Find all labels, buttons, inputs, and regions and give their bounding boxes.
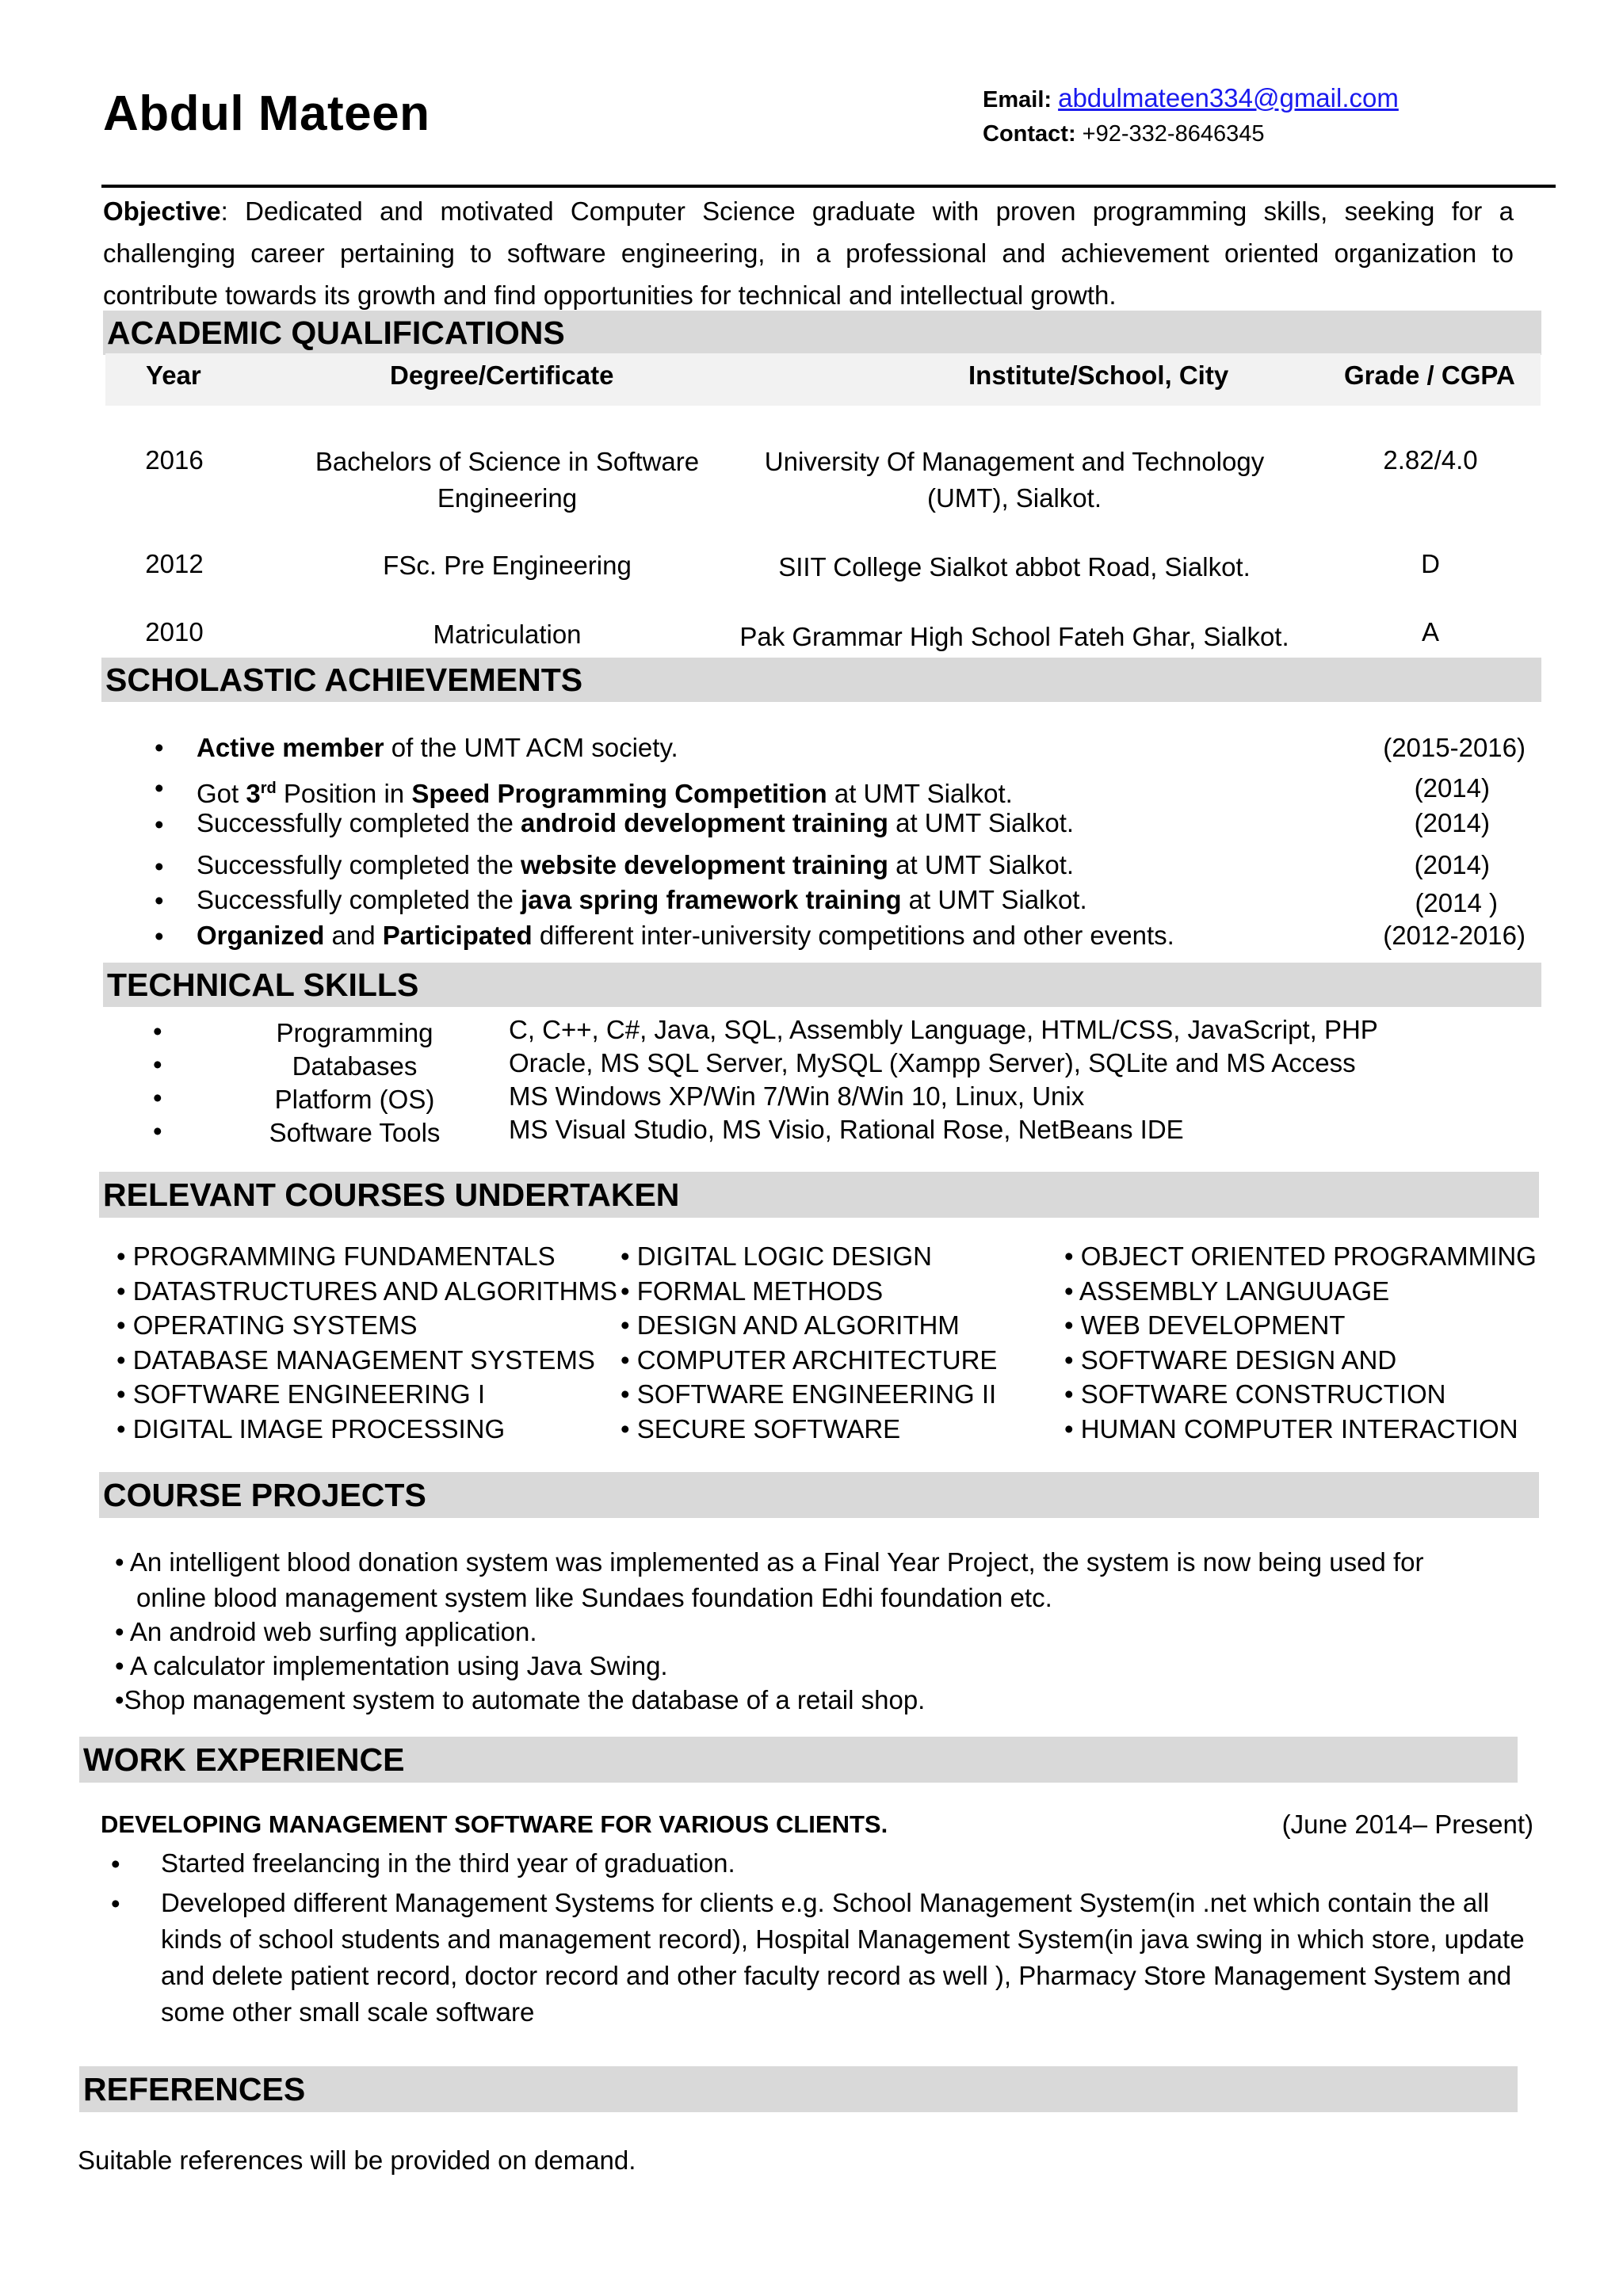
course-item: • SOFTWARE DESIGN AND [1064, 1344, 1397, 1375]
bullet: • [155, 810, 164, 839]
achievement-period: (2014) [1414, 850, 1490, 879]
objective-text: : Dedicated and motivated Computer Science graduate with proven programming skills, seeking for a challenging career pertaining to software engineering, in a professional and achievement oriented organization to contribute towards its growth and find opportunities for technical and intellectual growth. [103, 196, 1514, 310]
bullet: • [153, 1083, 162, 1112]
course-item: • ASSEMBLY LANGUUAGE [1064, 1276, 1390, 1306]
bullet: • [155, 773, 164, 803]
achievement-bold: Active member [197, 733, 384, 762]
row-year: 2012 [145, 549, 204, 578]
skill-value: C, C++, C#, Java, SQL, Assembly Language, HTML/CSS, JavaScript, PHP [509, 1015, 1378, 1044]
bullet: • [153, 1016, 162, 1046]
row-year: 2010 [145, 617, 204, 646]
skills-section-bar [103, 963, 1541, 1007]
contact-line [983, 121, 1264, 147]
work-role: DEVELOPING MANAGEMENT SOFTWARE FOR VARIOUS CLIENTS. [101, 1810, 888, 1838]
row-degree: Matriculation [433, 620, 582, 649]
scholastic-section-bar [101, 658, 1541, 702]
courses-column-2 [621, 1241, 997, 1448]
scholastic-section-title: SCHOLASTIC ACHIEVEMENTS [105, 662, 583, 698]
work-bullet: Developed different Management Systems for clients e.g. School Management System(in .net which contain the all kinds of school students and management record), Hospital Management System(in java swing in which store, update and delete patient record, doctor record and other faculty record as well ), Pharmacy Store Management System and some other small scale software [161, 1888, 1525, 2027]
academic-section-title: ACADEMIC QUALIFICATIONS [107, 315, 565, 351]
achievement-item [197, 772, 1013, 810]
achievement-text: Position in [276, 779, 412, 808]
row-institute: SIIT College Sialkot abbot Road, Sialkot. [778, 552, 1251, 582]
achievement-text: and [324, 921, 383, 950]
header-divider [101, 185, 1556, 188]
achievement-period: (2014 ) [1415, 888, 1498, 917]
achievement-text: Got [197, 779, 246, 808]
skill-category: Databases [292, 1051, 418, 1081]
achievement-period: (2015-2016) [1383, 733, 1526, 762]
course-item: • COMPUTER ARCHITECTURE [621, 1344, 998, 1375]
bullet: • [111, 1849, 120, 1878]
header-year: Year [146, 360, 201, 390]
achievement-period: (2014) [1414, 773, 1490, 803]
course-item: • HUMAN COMPUTER INTERACTION [1064, 1413, 1518, 1444]
bullet: • [155, 852, 164, 881]
achievement-text: at UMT Sialkot. [901, 885, 1087, 914]
courses-section-title: RELEVANT COURSES UNDERTAKEN [103, 1177, 680, 1213]
work-bullet: Started freelancing in the third year of graduation. [161, 1848, 735, 1878]
candidate-name: Abdul Mateen [103, 86, 430, 141]
bullet: • [153, 1116, 162, 1146]
work-section-title: WORK EXPERIENCE [83, 1741, 405, 1778]
achievement-text: Successfully completed the [197, 850, 521, 879]
row-institute: Pak Grammar High School Fateh Ghar, Sialkot. [739, 622, 1289, 651]
courses-column-1 [116, 1241, 617, 1448]
project-item: •Shop management system to automate the database of a retail shop. [115, 1685, 926, 1714]
skill-value: MS Visual Studio, MS Visio, Rational Rose, NetBeans IDE [509, 1115, 1184, 1144]
references-text: Suitable references will be provided on demand. [78, 2145, 636, 2175]
achievement-text: of the UMT ACM society. [384, 733, 678, 762]
achievement-text: at UMT Sialkot. [888, 808, 1075, 837]
academic-section-bar [103, 311, 1541, 355]
project-item: • An intelligent blood donation system was implemented as a Final Year Project, the system is now being used for [115, 1547, 1424, 1577]
bullet: • [155, 921, 164, 951]
project-item: • An android web surfing application. [115, 1617, 537, 1646]
course-item: • OBJECT ORIENTED PROGRAMMING [1064, 1241, 1537, 1271]
ordinal-suffix: rd [260, 780, 277, 797]
achievement-item [197, 884, 1087, 916]
course-item: • SOFTWARE ENGINEERING I [116, 1379, 486, 1409]
course-item: • SOFTWARE CONSTRUCTION [1064, 1379, 1446, 1409]
row-year: 2016 [145, 445, 204, 475]
achievement-bold: website development training [521, 850, 888, 879]
bullet: • [155, 733, 164, 762]
work-section-bar [79, 1737, 1518, 1783]
project-item-continuation: online blood management system like Sundaes foundation Edhi foundation etc. [136, 1583, 1052, 1612]
bullet: • [111, 1889, 120, 1918]
course-item: • DIGITAL LOGIC DESIGN [621, 1241, 932, 1271]
course-item: • FORMAL METHODS [621, 1276, 884, 1306]
projects-section-bar [99, 1472, 1539, 1518]
achievement-item [197, 849, 1074, 881]
objective-paragraph [103, 190, 1514, 316]
references-section-bar [79, 2066, 1518, 2112]
row-institute: University Of Management and Technology (UMT), Sialkot. [764, 447, 1265, 513]
skill-value: MS Windows XP/Win 7/Win 8/Win 10, Linux, Unix [509, 1081, 1085, 1111]
projects-section-title: COURSE PROJECTS [103, 1477, 426, 1513]
achievement-bold: android development training [521, 808, 888, 837]
header-grade: Grade / CGPA [1344, 360, 1515, 390]
email-label: Email: [983, 87, 1052, 113]
objective-label: Objective [103, 196, 221, 226]
achievement-period: (2014) [1414, 808, 1490, 837]
bullet: • [155, 886, 164, 915]
project-item: • A calculator implementation using Java Swing. [115, 1651, 668, 1680]
course-item: • SOFTWARE ENGINEERING II [621, 1379, 997, 1409]
references-section-title: REFERENCES [83, 2071, 306, 2107]
skill-value: Oracle, MS SQL Server, MySQL (Xampp Server), SQLite and MS Access [509, 1048, 1356, 1077]
skill-category: Programming [276, 1018, 433, 1047]
header-degree: Degree/Certificate [390, 360, 614, 390]
achievement-bold: Participated [382, 921, 533, 950]
row-grade: D [1421, 549, 1440, 578]
achievement-item [197, 732, 678, 764]
contact-number: +92-332-8646345 [1082, 121, 1265, 147]
skills-section-title: TECHNICAL SKILLS [107, 967, 419, 1003]
row-grade: A [1421, 617, 1439, 646]
achievement-bold: java spring framework training [521, 885, 902, 914]
course-item: • DATABASE MANAGEMENT SYSTEMS [116, 1344, 595, 1375]
email-line [983, 83, 1399, 113]
email-link[interactable]: abdulmateen334@gmail.com [1058, 83, 1399, 113]
course-item: • WEB DEVELOPMENT [1064, 1310, 1346, 1341]
row-grade: 2.82/4.0 [1383, 445, 1478, 475]
courses-section-bar [99, 1172, 1539, 1218]
row-degree: Bachelors of Science in Software Engineering [315, 447, 700, 513]
achievement-text: at UMT Sialkot. [827, 779, 1013, 808]
course-item: • DIGITAL IMAGE PROCESSING [116, 1413, 506, 1444]
course-item: • SECURE SOFTWARE [621, 1413, 901, 1444]
course-item: • OPERATING SYSTEMS [116, 1310, 418, 1341]
skill-category: Platform (OS) [274, 1085, 435, 1114]
achievement-item [197, 920, 1174, 952]
achievement-bold: Organized [197, 921, 325, 950]
academic-table-header [105, 353, 1541, 406]
achievement-text: at UMT Sialkot. [888, 850, 1075, 879]
achievement-item [197, 807, 1074, 839]
achievement-text: Successfully completed the [197, 808, 521, 837]
course-item: • DESIGN AND ALGORITHM [621, 1310, 960, 1341]
skill-category: Software Tools [269, 1118, 441, 1147]
achievement-text: Successfully completed the [197, 885, 521, 914]
courses-column-3 [1064, 1241, 1537, 1448]
row-degree: FSc. Pre Engineering [383, 551, 632, 580]
work-period: (June 2014– Present) [1281, 1810, 1533, 1839]
achievement-bold: 3 [246, 779, 261, 808]
contact-label: Contact: [983, 121, 1076, 147]
achievement-period: (2012-2016) [1383, 921, 1526, 950]
achievement-text: different inter-university competitions and other events. [532, 921, 1174, 950]
achievement-bold: Speed Programming Competition [411, 779, 827, 808]
course-item: • DATASTRUCTURES AND ALGORITHMS [116, 1276, 617, 1306]
header-institute: Institute/School, City [968, 360, 1229, 390]
course-item: • PROGRAMMING FUNDAMENTALS [116, 1241, 556, 1271]
bullet: • [153, 1050, 162, 1079]
